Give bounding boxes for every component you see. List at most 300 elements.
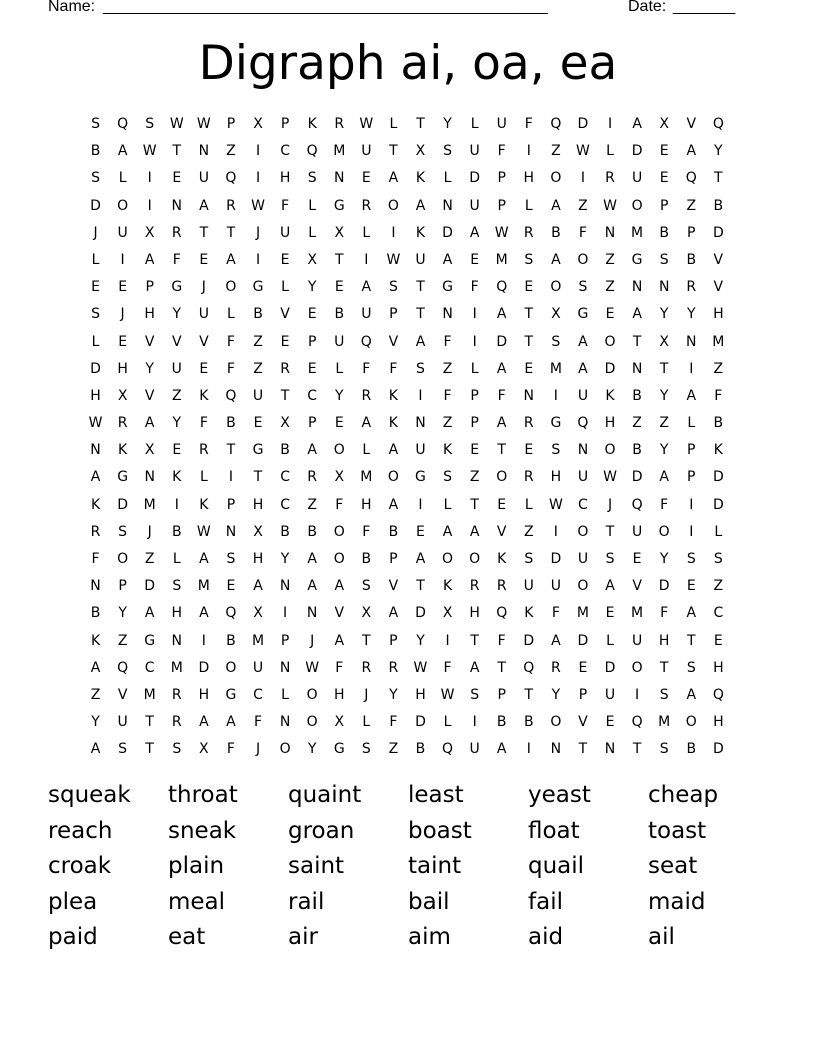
grid-letter: K	[90, 496, 101, 513]
word-bank-item: saint	[288, 853, 345, 879]
grid-letter: P	[307, 333, 317, 350]
grid-row	[82, 655, 732, 682]
grid-letter: L	[172, 551, 181, 567]
grid-letter: A	[199, 551, 209, 567]
grid-letter: Z	[442, 360, 453, 377]
grid-letter: R	[388, 659, 399, 676]
grid-letter: A	[605, 578, 615, 595]
grid-letter: G	[225, 686, 237, 703]
grid-letter: O	[306, 714, 318, 731]
grid-letter: O	[604, 442, 616, 459]
grid-letter: U	[361, 306, 372, 323]
grid-letter: C	[307, 387, 318, 404]
grid-letter: A	[415, 333, 426, 350]
grid-letter: B	[253, 306, 263, 323]
grid-letter: U	[523, 578, 534, 595]
grid-row	[82, 736, 732, 763]
grid-letter: R	[307, 469, 318, 486]
grid-letter: O	[333, 442, 345, 459]
grid-letter: U	[577, 469, 589, 486]
page-title: Digraph ai, oa, ea	[198, 36, 618, 91]
grid-letter: N	[604, 741, 616, 758]
grid-letter: V	[713, 251, 724, 268]
grid-letter: L	[606, 143, 614, 160]
word-bank-item: maid	[648, 888, 706, 915]
grid-row	[82, 464, 732, 491]
grid-letter: S	[172, 741, 182, 758]
grid-letter: L	[362, 714, 371, 731]
grid-letter: F	[524, 116, 533, 132]
grid-letter: U	[117, 714, 128, 731]
grid-letter: R	[496, 578, 507, 595]
grid-letter: M	[143, 496, 156, 513]
grid-letter: M	[360, 469, 373, 486]
grid-letter: S	[659, 686, 669, 703]
grid-letter: N	[631, 279, 643, 296]
grid-letter: F	[497, 632, 506, 649]
grid-letter: T	[524, 333, 534, 350]
grid-letter: L	[91, 251, 100, 268]
grid-letter: O	[306, 686, 318, 703]
grid-letter: P	[118, 578, 127, 595]
grid-letter: I	[174, 496, 179, 513]
grid-letter: O	[117, 197, 129, 214]
grid-letter: R	[551, 659, 561, 676]
grid-letter: Z	[686, 197, 697, 214]
grid-letter: H	[523, 170, 535, 187]
grid-letter: A	[388, 442, 399, 459]
grid-letter: B	[90, 605, 101, 622]
grid-letter: P	[389, 551, 398, 567]
grid-letter: N	[686, 333, 697, 350]
grid-letter: D	[712, 469, 724, 486]
grid-letter: N	[550, 741, 562, 758]
grid-letter: O	[279, 741, 291, 758]
grid-letter: W	[196, 116, 211, 132]
grid-letter: B	[90, 143, 101, 160]
grid-letter: T	[497, 659, 506, 676]
grid-letter: U	[631, 170, 643, 187]
grid-letter: N	[171, 197, 183, 214]
grid-letter: E	[334, 279, 344, 296]
grid-letter: W	[413, 659, 428, 676]
grid-letter: I	[689, 360, 694, 377]
grid-letter: H	[604, 415, 616, 432]
grid-letter: M	[251, 632, 265, 649]
grid-letter: E	[713, 632, 723, 649]
grid-letter: R	[523, 469, 534, 486]
grid-letter: Z	[605, 251, 615, 268]
grid-letter: S	[388, 279, 398, 296]
grid-letter: Q	[117, 659, 129, 676]
grid-letter: R	[686, 279, 697, 296]
grid-letter: B	[659, 224, 669, 241]
grid-letter: P	[578, 686, 588, 703]
grid-letter: T	[172, 143, 182, 160]
grid-letter: Y	[307, 741, 317, 758]
grid-letter: P	[687, 224, 696, 241]
grid-letter: R	[171, 714, 182, 731]
grid-letter: X	[253, 605, 263, 622]
grid-letter: K	[524, 605, 534, 622]
grid-letter: G	[333, 741, 345, 758]
grid-letter: L	[524, 197, 533, 214]
grid-letter: L	[199, 469, 208, 486]
grid-letter: N	[334, 170, 345, 187]
grid-letter: H	[713, 306, 724, 323]
grid-letter: G	[631, 251, 643, 268]
grid-letter: J	[310, 632, 315, 649]
grid-letter: S	[145, 116, 155, 132]
grid-letter: N	[577, 442, 589, 459]
grid-letter: W	[88, 415, 103, 432]
grid-letter: R	[171, 224, 182, 241]
grid-letter: L	[281, 686, 289, 703]
grid-letter: S	[91, 116, 100, 132]
grid-letter: C	[578, 496, 588, 513]
word-bank-item: paid	[48, 924, 98, 950]
grid-letter: K	[388, 387, 398, 404]
grid-letter: E	[524, 279, 534, 296]
grid-letter: U	[631, 632, 643, 649]
grid-letter: J	[147, 523, 152, 540]
grid-letter: R	[361, 197, 372, 214]
grid-letter: V	[144, 333, 155, 350]
grid-letter: N	[279, 659, 291, 676]
grid-letter: V	[632, 578, 642, 595]
grid-letter: E	[172, 170, 182, 187]
grid-letter: Y	[443, 116, 452, 132]
grid-letter: T	[470, 496, 479, 513]
grid-letter: M	[143, 686, 156, 703]
grid-letter: F	[389, 360, 398, 377]
grid-letter: E	[280, 251, 290, 268]
grid-letter: N	[631, 360, 643, 377]
grid-letter: K	[713, 442, 723, 459]
grid-letter: F	[172, 251, 181, 268]
grid-letter: T	[659, 659, 669, 676]
word-bank-item: squeak	[48, 782, 131, 808]
grid-letter: J	[364, 686, 369, 703]
grid-letter: N	[442, 197, 453, 214]
grid-letter: Q	[225, 387, 237, 404]
grid-letter: I	[120, 251, 125, 268]
grid-letter: T	[416, 116, 425, 132]
word-bank-item: quail	[528, 853, 585, 879]
grid-letter: N	[658, 279, 670, 296]
grid-letter: J	[607, 496, 613, 513]
grid-letter: P	[389, 306, 398, 323]
grid-letter: Q	[496, 279, 508, 296]
grid-letter: K	[118, 442, 128, 459]
grid-letter: N	[604, 224, 616, 241]
grid-letter: K	[172, 469, 182, 486]
name-field-line: __________________________________________________	[103, 0, 548, 15]
grid-letter: T	[686, 632, 696, 649]
grid-letter: I	[255, 143, 261, 160]
grid-letter: C	[280, 143, 290, 160]
grid-letter: D	[577, 116, 589, 132]
grid-letter: A	[199, 197, 209, 214]
grid-letter: N	[171, 632, 183, 649]
grid-letter: Z	[469, 469, 480, 486]
grid-letter: E	[524, 360, 534, 377]
grid-letter: C	[280, 469, 290, 486]
grid-letter: J	[120, 306, 125, 323]
grid-letter: O	[225, 279, 237, 296]
grid-letter: Y	[659, 442, 669, 459]
grid-letter: A	[686, 387, 697, 404]
grid-letter: B	[632, 387, 642, 404]
grid-letter: R	[226, 197, 236, 214]
grid-letter: R	[361, 659, 372, 676]
grid-letter: X	[415, 143, 426, 160]
grid-letter: X	[551, 306, 561, 323]
grid-letter: T	[199, 224, 209, 241]
grid-row	[82, 383, 732, 410]
grid-letter: P	[226, 116, 236, 132]
grid-row	[82, 193, 732, 220]
word-bank	[48, 778, 768, 956]
grid-letter: O	[387, 469, 399, 486]
grid-letter: H	[252, 496, 264, 513]
grid-letter: W	[576, 143, 590, 160]
grid-letter: O	[550, 279, 562, 296]
grid-letter: T	[145, 741, 154, 758]
grid-letter: I	[607, 116, 613, 132]
grid-letter: B	[280, 442, 290, 459]
grid-letter: A	[551, 632, 561, 649]
grid-letter: F	[362, 523, 371, 540]
grid-letter: O	[225, 659, 237, 676]
date-label: Date:	[628, 0, 667, 15]
grid-letter: Z	[442, 415, 453, 432]
grid-letter: L	[118, 170, 127, 187]
grid-letter: I	[580, 170, 586, 187]
grid-letter: Y	[551, 686, 561, 703]
grid-letter: W	[603, 469, 617, 486]
grid-letter: V	[199, 333, 209, 350]
grid-letter: I	[689, 496, 694, 513]
grid-letter: U	[469, 197, 480, 214]
grid-letter: V	[496, 523, 507, 540]
grid-letter: I	[391, 224, 396, 241]
grid-letter: X	[199, 741, 209, 758]
grid-letter: H	[713, 659, 724, 676]
grid-letter: M	[197, 578, 210, 595]
grid-letter: S	[118, 741, 128, 758]
grid-letter: I	[201, 632, 206, 649]
grid-letter: D	[415, 605, 426, 622]
grid-letter: D	[496, 333, 508, 350]
grid-letter: W	[142, 143, 157, 160]
grid-letter: F	[660, 605, 669, 622]
grid-letter: B	[226, 632, 236, 649]
grid-letter: O	[117, 551, 129, 567]
grid-letter: Y	[714, 143, 723, 160]
grid-letter: G	[550, 415, 562, 432]
grid-letter: Q	[523, 659, 535, 676]
grid-letter: K	[415, 224, 426, 241]
grid-letter: Q	[442, 741, 454, 758]
grid-letter: Z	[388, 741, 399, 758]
grid-letter: D	[415, 714, 426, 731]
grid-letter: U	[198, 306, 209, 323]
grid-letter: Z	[171, 387, 182, 404]
grid-letter: A	[307, 551, 317, 567]
grid-row	[82, 138, 732, 165]
word-bank-item: air	[288, 924, 318, 950]
grid-letter: S	[659, 741, 669, 758]
grid-letter: A	[578, 360, 588, 377]
grid-letter: E	[199, 251, 209, 268]
grid-letter: D	[712, 496, 724, 513]
grid-letter: D	[631, 469, 643, 486]
grid-letter: F	[551, 605, 560, 622]
grid-letter: E	[605, 714, 615, 731]
grid-row	[82, 492, 732, 519]
grid-letter: N	[306, 605, 318, 622]
grid-letter: X	[334, 714, 345, 731]
grid-letter: O	[469, 551, 481, 567]
grid-letter: A	[388, 170, 399, 187]
grid-letter: P	[497, 170, 506, 187]
grid-letter: F	[389, 714, 398, 731]
word-bank-item: seat	[648, 853, 698, 879]
grid-row	[82, 573, 732, 600]
grid-letter: I	[635, 686, 640, 703]
grid-letter: N	[415, 415, 426, 432]
grid-letter: N	[90, 578, 101, 595]
grid-letter: X	[659, 116, 669, 132]
grid-letter: D	[550, 551, 562, 567]
grid-letter: B	[523, 714, 534, 731]
grid-letter: X	[307, 251, 317, 268]
grid-letter: S	[91, 306, 100, 323]
grid-letter: A	[361, 279, 372, 296]
grid-letter: B	[496, 714, 507, 731]
grid-letter: W	[440, 686, 455, 703]
grid-letter: O	[658, 523, 670, 540]
grid-letter: A	[334, 578, 345, 595]
grid-letter: P	[687, 442, 696, 459]
grid-letter: F	[199, 415, 208, 432]
grid-letter: N	[523, 387, 535, 404]
grid-letter: A	[469, 659, 480, 676]
grid-letter: Z	[713, 360, 724, 377]
grid-letter: T	[632, 333, 642, 350]
grid-letter: A	[388, 496, 399, 513]
grid-letter: M	[631, 605, 644, 622]
grid-letter: A	[632, 116, 642, 132]
grid-letter: E	[497, 496, 507, 513]
grid-letter: D	[604, 659, 616, 676]
word-bank-item: meal	[168, 888, 226, 915]
grid-letter: T	[714, 170, 723, 187]
grid-letter: W	[603, 197, 617, 214]
grid-letter: N	[144, 469, 155, 486]
grid-letter: X	[144, 224, 155, 241]
word-bank-item: throat	[168, 782, 238, 808]
grid-letter: B	[334, 306, 345, 323]
grid-letter: A	[496, 741, 507, 758]
grid-letter: S	[416, 360, 425, 377]
grid-letter: Z	[253, 360, 263, 377]
grid-letter: Q	[225, 170, 237, 187]
grid-letter: C	[280, 496, 290, 513]
grid-letter: A	[226, 251, 236, 268]
grid-letter: E	[118, 333, 128, 350]
grid-letter: E	[524, 442, 534, 459]
grid-letter: A	[469, 224, 480, 241]
word-bank-item: toast	[648, 817, 707, 844]
grid-letter: P	[307, 415, 317, 432]
grid-letter: R	[523, 224, 534, 241]
grid-letter: Q	[496, 605, 508, 622]
grid-letter: I	[526, 143, 531, 160]
grid-letter: V	[713, 279, 724, 296]
grid-letter: R	[605, 170, 615, 187]
grid-letter: G	[577, 306, 589, 323]
grid-letter: Y	[686, 306, 696, 323]
header-row	[48, 0, 768, 20]
grid-letter: T	[578, 741, 588, 758]
word-bank-item: quaint	[288, 782, 362, 808]
grid-letter: B	[686, 741, 697, 758]
grid-letter: H	[279, 170, 291, 187]
grid-letter: U	[361, 143, 372, 160]
grid-letter: Y	[659, 387, 669, 404]
grid-letter: S	[524, 251, 534, 268]
grid-letter: E	[470, 442, 480, 459]
grid-letter: A	[117, 143, 128, 160]
grid-letter: O	[631, 659, 643, 676]
grid-letter: L	[443, 170, 452, 187]
grid-letter: R	[280, 360, 290, 377]
grid-letter: T	[470, 632, 479, 649]
grid-letter: L	[308, 224, 317, 241]
grid-letter: U	[631, 523, 643, 540]
grid-row	[82, 410, 732, 437]
grid-letter: Y	[389, 686, 398, 703]
grid-letter: I	[445, 632, 450, 649]
grid-letter: E	[686, 578, 696, 595]
grid-letter: O	[577, 578, 589, 595]
word-bank-item: least	[408, 782, 464, 808]
grid-letter: R	[361, 387, 372, 404]
grid-letter: P	[389, 632, 398, 649]
grid-letter: S	[659, 251, 669, 268]
grid-letter: F	[470, 279, 479, 296]
grid-letter: N	[279, 714, 291, 731]
grid-letter: Z	[144, 551, 155, 567]
grid-letter: D	[577, 632, 589, 649]
grid-letter: P	[470, 415, 479, 432]
grid-letter: G	[144, 632, 156, 649]
grid-letter: U	[334, 333, 345, 350]
grid-letter: N	[90, 442, 101, 459]
grid-letter: Y	[307, 279, 317, 296]
word-bank-item: ail	[648, 924, 675, 950]
grid-row	[82, 247, 732, 274]
grid-letter: E	[307, 360, 317, 377]
grid-letter: I	[364, 251, 369, 268]
grid-letter: X	[253, 523, 263, 540]
grid-letter: E	[199, 360, 209, 377]
grid-letter: O	[550, 714, 562, 731]
grid-letter: D	[144, 578, 156, 595]
grid-letter: K	[605, 387, 615, 404]
